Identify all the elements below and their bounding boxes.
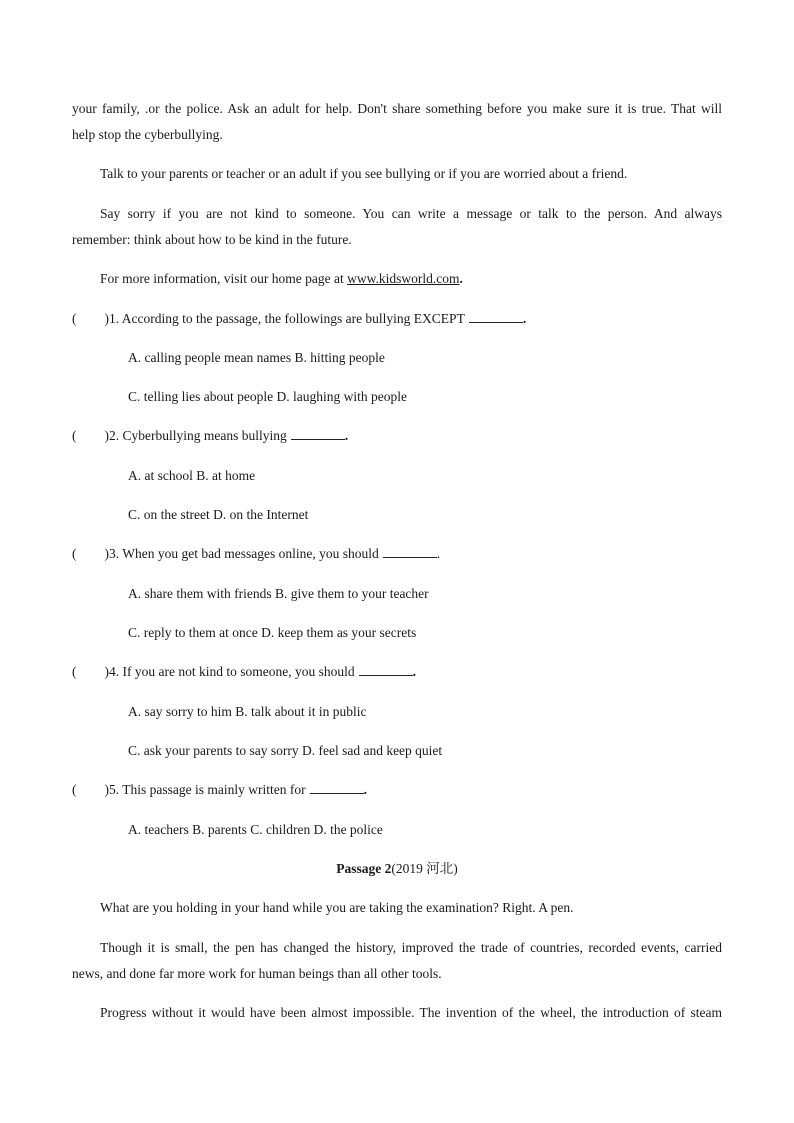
paragraph-line: your family, .or the police. Ask an adult for help. Don't share something before you make sure it is true. That will [72, 101, 722, 116]
paragraph-info [100, 271, 722, 287]
answer-blank [469, 311, 523, 323]
question-end: . [436, 546, 441, 561]
paragraph-line: help stop the cyberbullying. [72, 127, 223, 142]
question-1 [72, 311, 722, 327]
question-stem: 4. If you are not kind to someone, you should [109, 664, 355, 679]
answer-blank [291, 428, 345, 440]
paragraph-talk: Talk to your parents or teacher or an adult if you see bullying or if you are worried about a friend. [100, 166, 628, 181]
paragraph-line: Say sorry if you are not kind to someone. You can write a message or talk to the person. And always [100, 206, 722, 221]
answer-paren-open[interactable]: ( [72, 428, 77, 443]
question-3 [72, 546, 722, 562]
passage-title [0, 861, 794, 877]
question-end: . [412, 664, 416, 679]
option-line: A. at school B. at home [128, 468, 256, 483]
question-stem: 1. According to the passage, the followings are bullying EXCEPT [109, 311, 465, 326]
question-5 [72, 782, 722, 798]
paragraph-line: news, and done far more work for human beings than all other tools. [72, 966, 442, 981]
info-text: For more information, visit our home page at [100, 271, 348, 286]
paragraph-line: remember: think about how to be kind in the future. [72, 232, 352, 247]
option-line: A. calling people mean names B. hitting people [128, 350, 385, 365]
question-stem: 3. When you get bad messages online, you should [109, 546, 379, 561]
info-period: . [459, 271, 463, 286]
passage-title-source: (2019 河北) [391, 861, 458, 876]
answer-paren-open[interactable]: ( [72, 664, 77, 679]
answer-paren-close: ) [104, 782, 109, 797]
option-line: A. teachers B. parents C. children D. the police [128, 822, 383, 837]
option-line: A. say sorry to him B. talk about it in public [128, 704, 367, 719]
answer-paren-close: ) [104, 428, 109, 443]
answer-blank [359, 664, 413, 676]
option-line: C. telling lies about people D. laughing with people [128, 389, 407, 404]
paragraph-line: Though it is small, the pen has changed the history, improved the trade of countries, recorded events, carried [100, 940, 722, 955]
question-end: . [344, 428, 349, 443]
passage-title-bold: Passage 2 [336, 861, 392, 876]
question-2 [72, 428, 722, 444]
question-end: . [522, 311, 527, 326]
question-stem: 5. This passage is mainly written for [109, 782, 306, 797]
answer-paren-open[interactable]: ( [72, 546, 77, 561]
question-end: . [363, 782, 367, 797]
option-line: A. share them with friends B. give them to your teacher [128, 586, 429, 601]
answer-paren-close: ) [104, 546, 109, 561]
answer-paren-close: ) [104, 311, 109, 326]
option-line: C. reply to them at once D. keep them as your secrets [128, 625, 417, 640]
answer-paren-close: ) [104, 664, 109, 679]
paragraph-line: Progress without it would have been almost impossible. The invention of the wheel, the introduction of steam [100, 1005, 722, 1020]
question-4 [72, 664, 722, 680]
answer-blank [383, 546, 437, 558]
answer-paren-open[interactable]: ( [72, 311, 77, 326]
answer-paren-open[interactable]: ( [72, 782, 77, 797]
option-line: C. on the street D. on the Internet [128, 507, 309, 522]
option-line: C. ask your parents to say sorry D. feel sad and keep quiet [128, 743, 443, 758]
question-stem: 2. Cyberbullying means bullying [109, 428, 287, 443]
paragraph-line: What are you holding in your hand while you are taking the examination? Right. A pen. [100, 900, 574, 915]
answer-blank [310, 782, 364, 794]
website-link[interactable]: www.kidsworld.com [347, 271, 460, 286]
